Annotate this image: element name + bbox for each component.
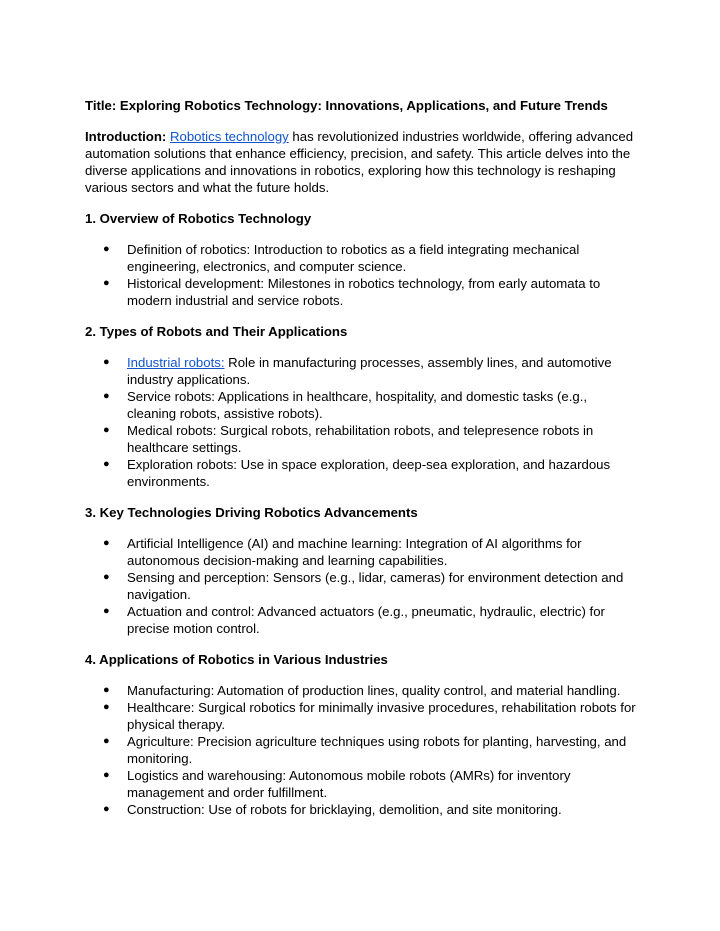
- sections-container: [85, 210, 637, 818]
- introduction-text: has revolutionized industries worldwide, offering advanced automation solutions that enhance efficiency, precision, and safety. This article delves into the diverse applications and innovations in robotics, exploring how this technology is reshaping various sectors and what the future holds.: [85, 129, 634, 195]
- bullet-list: [85, 354, 637, 490]
- list-item: [85, 733, 637, 767]
- list-item-text: Sensing and perception: Sensors (e.g., lidar, cameras) for environment detection and navigation.: [127, 570, 624, 602]
- list-item-text: Service robots: Applications in healthcare, hospitality, and domestic tasks (e.g., cleaning robots, assistive robots).: [127, 389, 588, 421]
- bullet-icon: ●: [103, 243, 110, 255]
- list-item-text: Exploration robots: Use in space exploration, deep-sea exploration, and hazardous environments.: [127, 457, 611, 489]
- bullet-list: [85, 535, 637, 637]
- list-item-text: Medical robots: Surgical robots, rehabilitation robots, and telepresence robots in healthcare settings.: [127, 423, 594, 455]
- bullet-icon: ●: [103, 424, 110, 436]
- list-item: [85, 699, 637, 733]
- robotics-technology-link[interactable]: Robotics technology: [169, 129, 289, 144]
- list-item-text: Manufacturing: Automation of production lines, quality control, and material handling.: [127, 683, 621, 698]
- list-item: [85, 569, 637, 603]
- list-item-text: Role in manufacturing processes, assembly lines, and automotive industry applications.: [127, 355, 612, 387]
- bullet-icon: ●: [103, 390, 110, 402]
- list-item-text: Construction: Use of robots for bricklaying, demolition, and site monitoring.: [127, 802, 562, 817]
- list-item: [85, 422, 637, 456]
- list-item-text: Historical development: Milestones in robotics technology, from early automata to modern industrial and service robots.: [127, 276, 601, 308]
- document-page: [85, 97, 637, 832]
- bullet-list: [85, 682, 637, 818]
- list-item: [85, 682, 637, 699]
- section-heading: 1. Overview of Robotics Technology: [85, 211, 312, 226]
- list-item-text: Definition of robotics: Introduction to robotics as a field integrating mechanical engineering, electronics, and computer science.: [127, 242, 580, 274]
- bullet-icon: ●: [103, 605, 110, 617]
- list-item-text: Artificial Intelligence (AI) and machine learning: Integration of AI algorithms for autonomous decision-making and learning capabilities.: [127, 536, 582, 568]
- bullet-icon: ●: [103, 769, 110, 781]
- bullet-icon: ●: [103, 356, 110, 368]
- list-item-link[interactable]: Industrial robots:: [127, 355, 225, 370]
- list-item: [85, 603, 637, 637]
- list-item: [85, 801, 637, 818]
- bullet-icon: ●: [103, 701, 110, 713]
- list-item: [85, 767, 637, 801]
- list-item-text: Agriculture: Precision agriculture techniques using robots for planting, harvesting, and monitoring.: [127, 734, 627, 766]
- list-item-text: Actuation and control: Advanced actuators (e.g., pneumatic, hydraulic, electric) for precise motion control.: [127, 604, 605, 636]
- list-item: [85, 354, 637, 388]
- bullet-icon: ●: [103, 458, 110, 470]
- list-item: [85, 241, 637, 275]
- bullet-icon: ●: [103, 277, 110, 289]
- bullet-icon: ●: [103, 537, 110, 549]
- list-item: [85, 535, 637, 569]
- list-item-text: Logistics and warehousing: Autonomous mobile robots (AMRs) for inventory management and order fulfillment.: [127, 768, 571, 800]
- section-heading: 4. Applications of Robotics in Various Industries: [85, 652, 388, 667]
- section-heading: 3. Key Technologies Driving Robotics Advancements: [85, 505, 418, 520]
- introduction-paragraph: [85, 128, 637, 196]
- list-item: [85, 388, 637, 422]
- list-item-text: Healthcare: Surgical robotics for minimally invasive procedures, rehabilitation robots for physical therapy.: [127, 700, 636, 732]
- bullet-icon: ●: [103, 735, 110, 747]
- bullet-icon: ●: [103, 571, 110, 583]
- bullet-list: [85, 241, 637, 309]
- bullet-icon: ●: [103, 803, 110, 815]
- bullet-icon: ●: [103, 684, 110, 696]
- introduction-label: Introduction:: [85, 129, 167, 144]
- list-item: [85, 275, 637, 309]
- document-title: Title: Exploring Robotics Technology: Innovations, Applications, and Future Trends: [85, 98, 608, 113]
- list-item: [85, 456, 637, 490]
- section-heading: 2. Types of Robots and Their Applications: [85, 324, 348, 339]
